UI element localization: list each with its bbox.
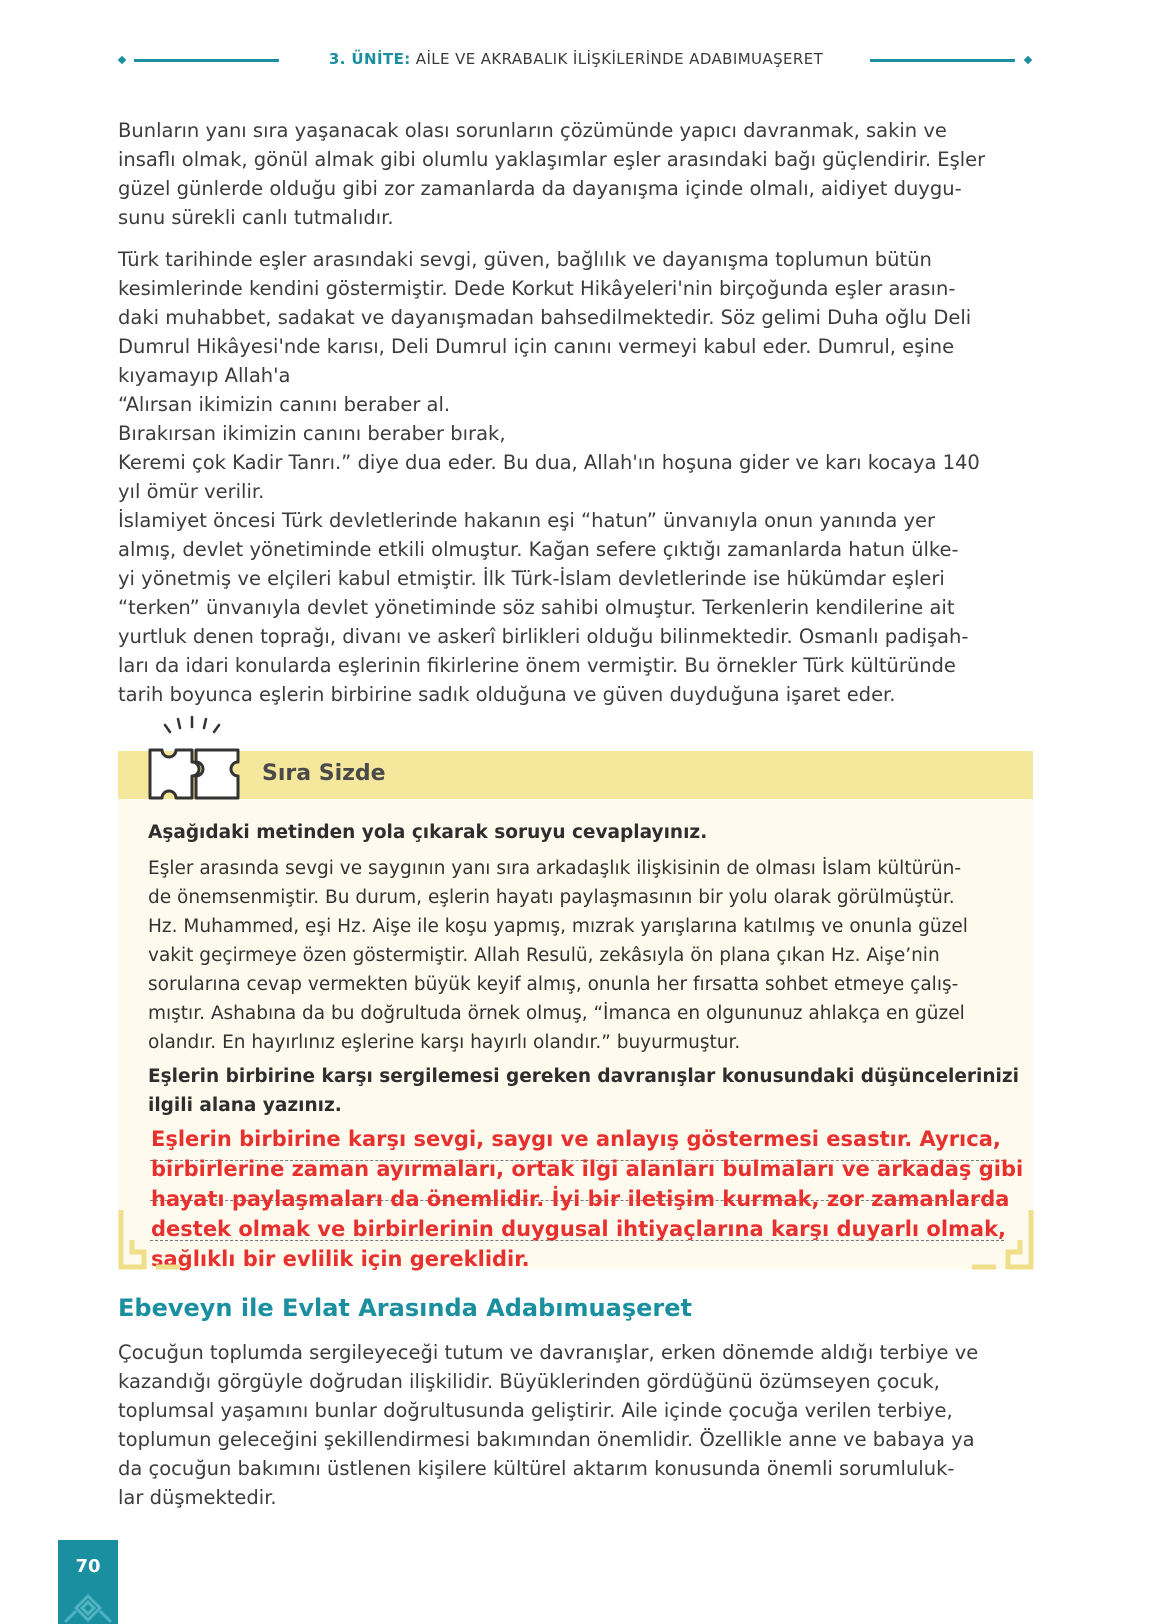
text-line: vakit geçirmeye özen göstermiştir. Allah Resulü, zekâsıyla ön plana çıkan Hz. Aişe’nin <box>148 945 940 966</box>
text-line: İslamiyet öncesi Türk devletlerinde hakanın eşi “hatun” ünvanıyla onun yanında yer <box>118 509 936 532</box>
text-line: insaflı olmak, gönül almak gibi olumlu yaklaşımlar eşler arasındaki bağı güçlendirir. Eşler <box>118 148 986 171</box>
text-line: Hz. Muhammed, eşi Hz. Aişe ile koşu yapmış, mızrak yarışlarına katılmış ve onunla güzel <box>148 916 968 937</box>
header-title <box>296 50 856 68</box>
text-line: Keremi çok Kadir Tanrı.” diye dua eder. Bu dua, Allah'ın hoşuna gider ve karı kocaya 140 <box>118 451 980 474</box>
text-line: lar düşmektedir. <box>118 1486 277 1509</box>
activity-question <box>148 1062 1018 1120</box>
header-diamond-right <box>1024 56 1032 64</box>
sira-sizde-title: Sıra Sizde <box>262 761 386 786</box>
paragraph-1 <box>118 116 1033 232</box>
text-line: olandır. En hayırlınız eşlerine karşı hayırlı olandır.” buyurmuştur. <box>148 1032 741 1053</box>
text-line: “terken” ünvanıyla devlet yönetiminde söz sahibi olmuştur. Terkenlerin kendilerine ait <box>118 596 955 619</box>
text-line: Eşler arasında sevgi ve saygının yanı sıra arkadaşlık ilişkisinin de olması İslam kültürün- <box>148 858 962 879</box>
sira-sizde-band <box>118 751 1033 799</box>
header-rule-left <box>134 59 279 62</box>
text-line: toplumsal yaşamını bunlar doğrultusunda geliştirir. Aile içinde çocuğa verilen terbiye, <box>118 1399 953 1422</box>
page-number: 70 <box>75 1556 101 1577</box>
paragraph-2 <box>118 245 1033 709</box>
text-line: yurtluk denen toprağı, divanı ve askerî birlikleri olduğu bilinmektedir. Osmanlı padişah- <box>118 625 969 648</box>
header-unit-title: AİLE VE AKRABALIK İLİŞKİLERİNDE ADABIMUAŞERET <box>415 50 824 68</box>
text-line: mıştır. Ashabına da bu doğrultuda örnek olmuş, “İmanca en olgununuz ahlakça en güzel <box>148 1003 965 1024</box>
text-line: daki muhabbet, sadakat ve dayanışmadan bahsedilmektedir. Söz gelimi Duha oğlu Deli <box>118 306 972 329</box>
text-line: kıyamayıp Allah'a <box>118 364 291 387</box>
text-line: sorularına cevap vermekten büyük keyif almış, onunla her fırsatta sohbet etmeye çalış- <box>148 974 959 995</box>
header-diamond-left <box>118 56 126 64</box>
text-line: Aşağıdaki metinden yola çıkarak soruyu cevaplayınız. <box>148 822 708 843</box>
answer-line: destek olmak ve birbirlerinin duygusal ihtiyaçlarına karşı duyarlı olmak, <box>151 1217 1007 1241</box>
answer-line: hayatı paylaşmaları da önemlidir. İyi bir iletişim kurmak, zor zamanlarda <box>151 1187 1010 1211</box>
page-header <box>0 50 1152 72</box>
text-line: Çocuğun toplumda sergileyeceği tutum ve davranışlar, erken dönemde aldığı terbiye ve <box>118 1341 979 1364</box>
text-line: Türk tarihinde eşler arasındaki sevgi, güven, bağlılık ve dayanışma toplumun bütün <box>118 248 932 271</box>
text-line: yıl ömür verilir. <box>118 480 265 503</box>
text-line: almış, devlet yönetiminde etkili olmuştur. Kağan sefere çıktığı zamanlarda hatun ülke- <box>118 538 959 561</box>
text-line: Dumrul Hikâyesi'nde karısı, Deli Dumrul için canını vermeyi kabul eder. Dumrul, eşine <box>118 335 955 358</box>
text-line: Bırakırsan ikimizin canını beraber bırak, <box>118 422 506 445</box>
answer-line: Eşlerin birbirine karşı sevgi, saygı ve anlayış göstermesi esastır. Ayrıca, <box>151 1127 1001 1151</box>
puzzle-icon <box>140 714 252 806</box>
text-line: tarih boyunca eşlerin birbirine sadık olduğuna ve güven duyduğuna işaret eder. <box>118 683 896 706</box>
activity-text <box>148 854 1018 1057</box>
section-heading: Ebeveyn ile Evlat Arasında Adabımuaşeret <box>118 1294 692 1322</box>
answer-line: birbirlerine zaman ayırmaları, ortak ilgi alanları bulmaları ve arkadaş gibi <box>151 1157 1024 1181</box>
text-line: Eşlerin birbirine karşı sergilemesi gereken davranışlar konusundaki düşüncelerinizi <box>148 1066 1020 1087</box>
corner-ornament-icon <box>118 1210 182 1270</box>
activity-instruction <box>148 818 1018 847</box>
text-line: de önemsenmiştir. Bu durum, eşlerin hayatı paylaşmasının bir yolu olarak görülmüştür. <box>148 887 955 908</box>
answer-line: sağlıklı bir evlilik için gereklidir. <box>151 1247 530 1271</box>
text-line: kesimlerinde kendini göstermiştir. Dede Korkut Hikâyeleri'nin birçoğunda eşler arasın- <box>118 277 956 300</box>
answer-text <box>151 1124 1024 1274</box>
text-line: toplumun geleceğini şekillendirmesi bakımından önemlidir. Özellikle anne ve babaya ya <box>118 1428 975 1451</box>
header-unit: 3. ÜNİTE: <box>328 50 411 68</box>
paragraph-3 <box>118 1338 1033 1512</box>
corner-ornament-icon <box>970 1210 1034 1270</box>
text-line: yi yönetmiş ve elçileri kabul etmiştir. İlk Türk-İslam devletlerinde ise hükümdar eşleri <box>118 567 945 590</box>
text-line: ilgili alana yazınız. <box>148 1095 342 1116</box>
text-line: “Alırsan ikimizin canını beraber al. <box>118 393 451 416</box>
text-line: Bunların yanı sıra yaşanacak olası sorunların çözümünde yapıcı davranmak, sakin ve <box>118 119 947 142</box>
text-line: ları da idari konularda eşlerinin fikirlerine önem vermiştir. Bu örnekler Türk kültüründe <box>118 654 956 677</box>
text-line: kazandığı görgüyle doğrudan ilişkilidir. Büyüklerinden gördüğünü özümseyen çocuk, <box>118 1370 940 1393</box>
text-line: da çocuğun bakımını üstlenen kişilere kültürel aktarım konusunda önemli sorumluluk- <box>118 1457 955 1480</box>
page-ornament-icon <box>63 1592 113 1624</box>
text-line: sunu sürekli canlı tutmalıdır. <box>118 206 394 229</box>
text-line: güzel günlerde olduğu gibi zor zamanlarda da dayanışma içinde olmalı, aidiyet duygu- <box>118 177 962 200</box>
header-rule-right <box>870 59 1015 62</box>
